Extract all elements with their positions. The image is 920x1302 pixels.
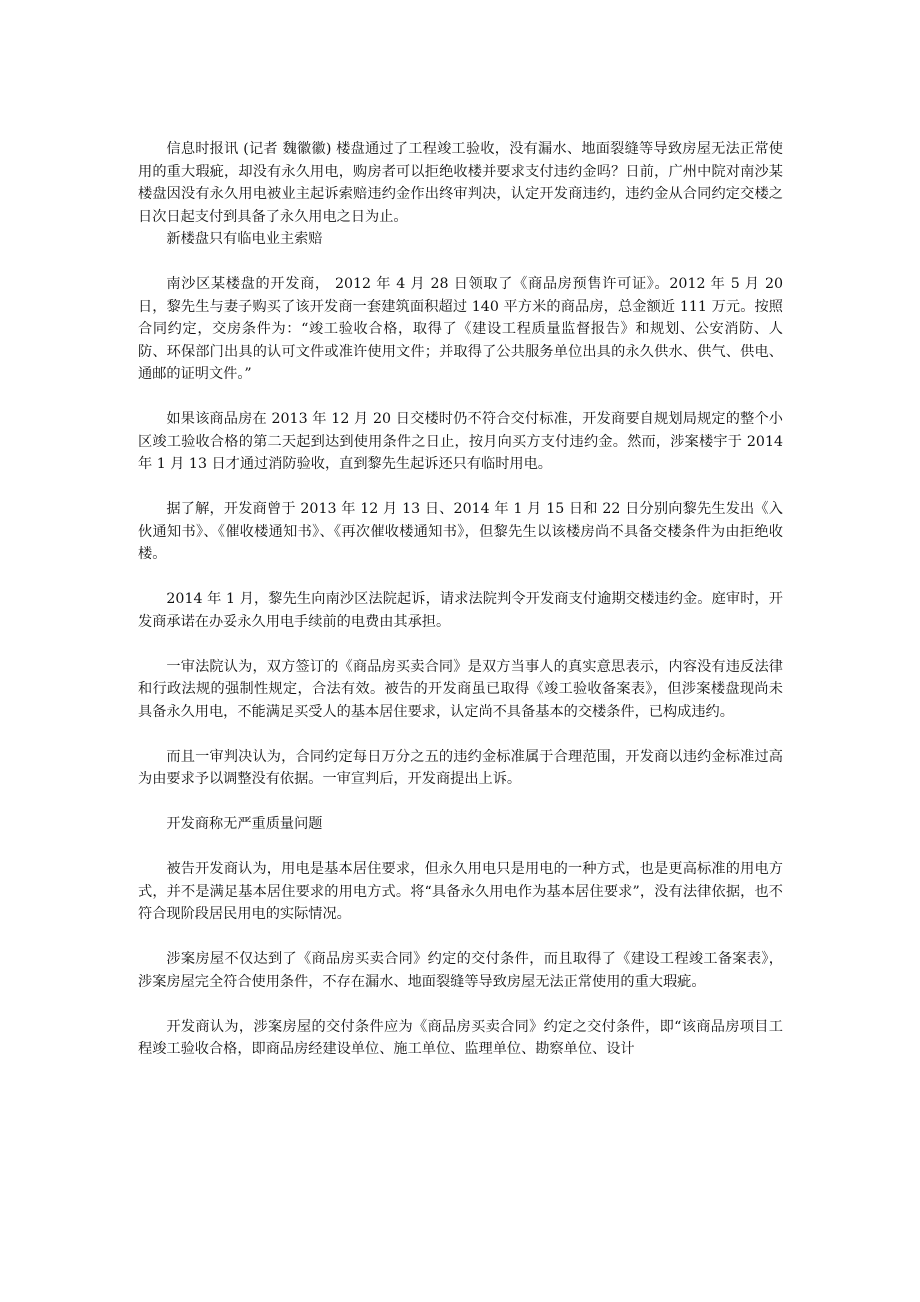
lead-paragraph: 信息时报讯 (记者 魏徽徽) 楼盘通过了工程竣工验收，没有漏水、地面裂缝等导致房屋无法正常使用的重大瑕疵，却没有永久用电，购房者可以拒绝收楼并要求支付违约金吗？日前，广州中院对南沙某楼盘因没有永久用电被业主起诉索赔违约金作出终审判决，认定开发商违约，违约金从合同约定交楼之日次日起支付到具备了永久用电之日为止。 xyxy=(138,141,783,225)
paragraph-contract-terms: 开发商认为，涉案房屋的交付条件应为《商品房买卖合同》约定之交付条件，即“该商品房项目工程竣工验收合格，即商品房经建设单位、施工单位、监理单位、勘察单位、设计 xyxy=(138,1018,783,1057)
section-heading-temporary-power: 新楼盘只有临电业主索赔 xyxy=(166,231,323,247)
paragraph-gap xyxy=(138,566,783,589)
paragraph-lawsuit: 2014 年 1 月，黎先生向南沙区法院起诉，请求法院判令开发商支付逾期交楼违约金。庭审时，开发商承诺在办妥永久用电手续前的电费由其承担。 xyxy=(138,591,783,630)
paragraph-gap xyxy=(138,476,783,499)
paragraph-gap xyxy=(138,993,783,1016)
paragraph-purchase-details: 南沙区某楼盘的开发商， 2012 年 4 月 28 日领取了《商品房预售许可证》。2012 年 5 月 20 日，黎先生与妻子购买了该开发商一套建筑面积超过 140 平方米的商品房，总金额近 111 万元。按照合同约定，交房条件为：“竣工验收合格，取得了《建设工程质量监督报告》和规划、公安消防、人防、环保部门出具的认可文件或准许使用文件；并取得了公共服务单位出具的永久供水、供气、供电、通邮的证明文件。” xyxy=(138,276,783,382)
article-body xyxy=(138,138,783,1061)
paragraph-notices: 据了解，开发商曾于 2013 年 12 月 13 日、2014 年 1 月 15 日和 22 日分别向黎先生发出《入伙通知书》、《催收楼通知书》、《再次催收楼通知书》，但黎先生以该楼房尚不具备交楼条件为由拒绝收楼。 xyxy=(138,501,783,562)
paragraph-gap xyxy=(138,926,783,949)
paragraph-delivery-conditions: 涉案房屋不仅达到了《商品房买卖合同》约定的交付条件，而且取得了《建设工程竣工备案表》，涉案房屋完全符合使用条件，不存在漏水、地面裂缝等导致房屋无法正常使用的重大瑕疵。 xyxy=(138,951,783,990)
paragraph-gap xyxy=(138,791,783,814)
paragraph-first-instance: 一审法院认为，双方签订的《商品房买卖合同》是双方当事人的真实意思表示，内容没有违反法律和行政法规的强制性规定，合法有效。被告的开发商虽已取得《竣工验收备案表》，但涉案楼盘现尚未具备永久用电，不能满足买受人的基本居住要求，认定尚不具备基本的交楼条件，已构成违约。 xyxy=(138,658,783,720)
section-heading-no-quality-issue: 开发商称无严重质量问题 xyxy=(166,816,323,832)
paragraph-developer-argument: 被告开发商认为，用电是基本居住要求，但永久用电只是用电的一种方式，也是更高标准的用电方式，并不是满足基本居住要求的用电方式。将“具备永久用电作为基本居住要求”，没有法律依据，也不符合现阶段居民用电的实际情况。 xyxy=(138,861,783,922)
paragraph-gap xyxy=(138,251,783,274)
paragraph-gap xyxy=(138,723,783,746)
paragraph-gap xyxy=(138,836,783,859)
paragraph-gap xyxy=(138,633,783,656)
paragraph-delivery-standard: 如果该商品房在 2013 年 12 月 20 日交楼时仍不符合交付标准，开发商要自规划局规定的整个小区竣工验收合格的第二天起到达到使用条件之日止，按月向买方支付违约金。然而，涉案楼宇于 2014 年 1 月 13 日才通过消防验收，直到黎先生起诉还只有临时用电。 xyxy=(138,411,783,472)
paragraph-penalty-standard: 而且一审判决认为，合同约定每日万分之五的违约金标准属于合理范围，开发商以违约金标准过高为由要求予以调整没有依据。一审宣判后，开发商提出上诉。 xyxy=(138,748,783,787)
paragraph-gap xyxy=(138,386,783,409)
